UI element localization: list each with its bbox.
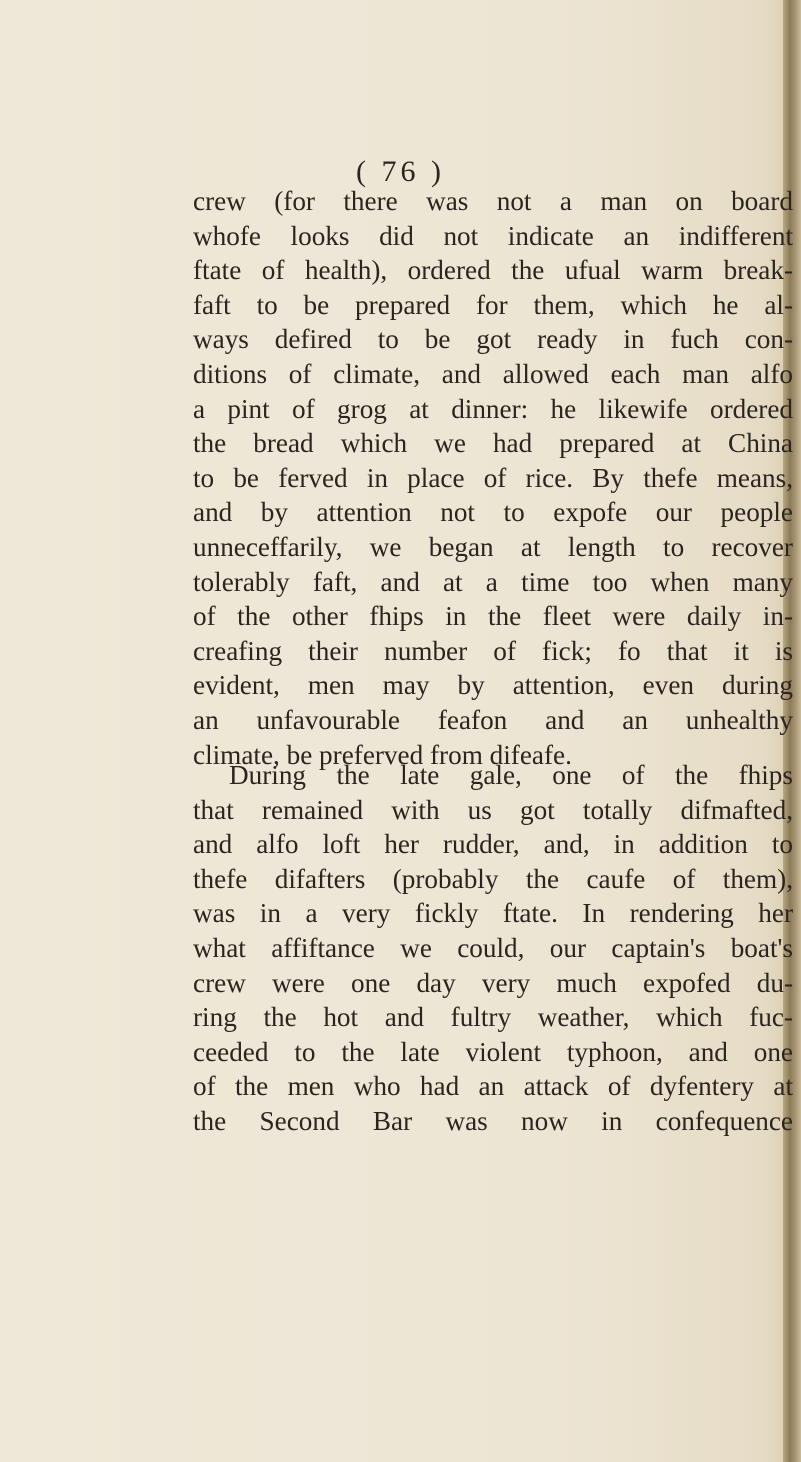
text-line: was in a very fickly ftate. In rendering her bbox=[193, 898, 793, 929]
paragraph-2 bbox=[193, 758, 793, 1139]
text-line: ceeded to the late violent typhoon, and one bbox=[193, 1036, 793, 1067]
text-line: evident, men may by attention, even during bbox=[193, 670, 793, 701]
text-line: to be ferved in place of rice. By thefe means, bbox=[193, 462, 793, 493]
text-line: ftate of health), ordered the ufual warm break- bbox=[193, 255, 793, 286]
text-line: crew were one day very much expofed du- bbox=[193, 967, 793, 998]
paragraph-1 bbox=[193, 184, 793, 772]
page-number: ( 76 ) bbox=[356, 155, 445, 188]
text-line: creafing their number of fick; fo that it is bbox=[193, 635, 793, 666]
text-line: During the late gale, one of the fhips bbox=[229, 760, 793, 790]
text-line: a pint of grog at dinner: he likewife ordered bbox=[193, 393, 793, 424]
text-line: and alfo loft her rudder, and, in addition to bbox=[193, 829, 793, 860]
text-line: an unfavourable feafon and an unhealthy bbox=[193, 704, 793, 735]
text-line: ditions of climate, and allowed each man alfo bbox=[193, 358, 793, 389]
text-line: and by attention not to expofe our people bbox=[193, 497, 793, 528]
text-line: ways defired to be got ready in fuch con- bbox=[193, 324, 793, 355]
text-line: unneceffarily, we began at length to recover bbox=[193, 531, 793, 562]
text-line: the Second Bar was now in confequence bbox=[193, 1105, 793, 1136]
text-line: faft to be prepared for them, which he al- bbox=[193, 289, 793, 320]
text-line: crew (for there was not a man on board bbox=[193, 186, 793, 216]
text-line: climate, be preferved from difeafe. bbox=[193, 739, 572, 770]
text-line: the bread which we had prepared at China bbox=[193, 428, 793, 459]
text-line: of the men who had an attack of dyfentery at bbox=[193, 1071, 793, 1102]
text-line: what affiftance we could, our captain's boat's bbox=[193, 932, 793, 963]
text-line: ring the hot and fultry weather, which fuc- bbox=[193, 1002, 793, 1033]
text-line: that remained with us got totally difmafted, bbox=[193, 794, 793, 825]
text-line: of the other fhips in the fleet were daily in- bbox=[193, 601, 793, 632]
text-line: thefe difafters (probably the caufe of them), bbox=[193, 863, 793, 894]
text-line: whofe looks did not indicate an indifferent bbox=[193, 220, 793, 251]
text-line: tolerably faft, and at a time too when many bbox=[193, 566, 793, 597]
